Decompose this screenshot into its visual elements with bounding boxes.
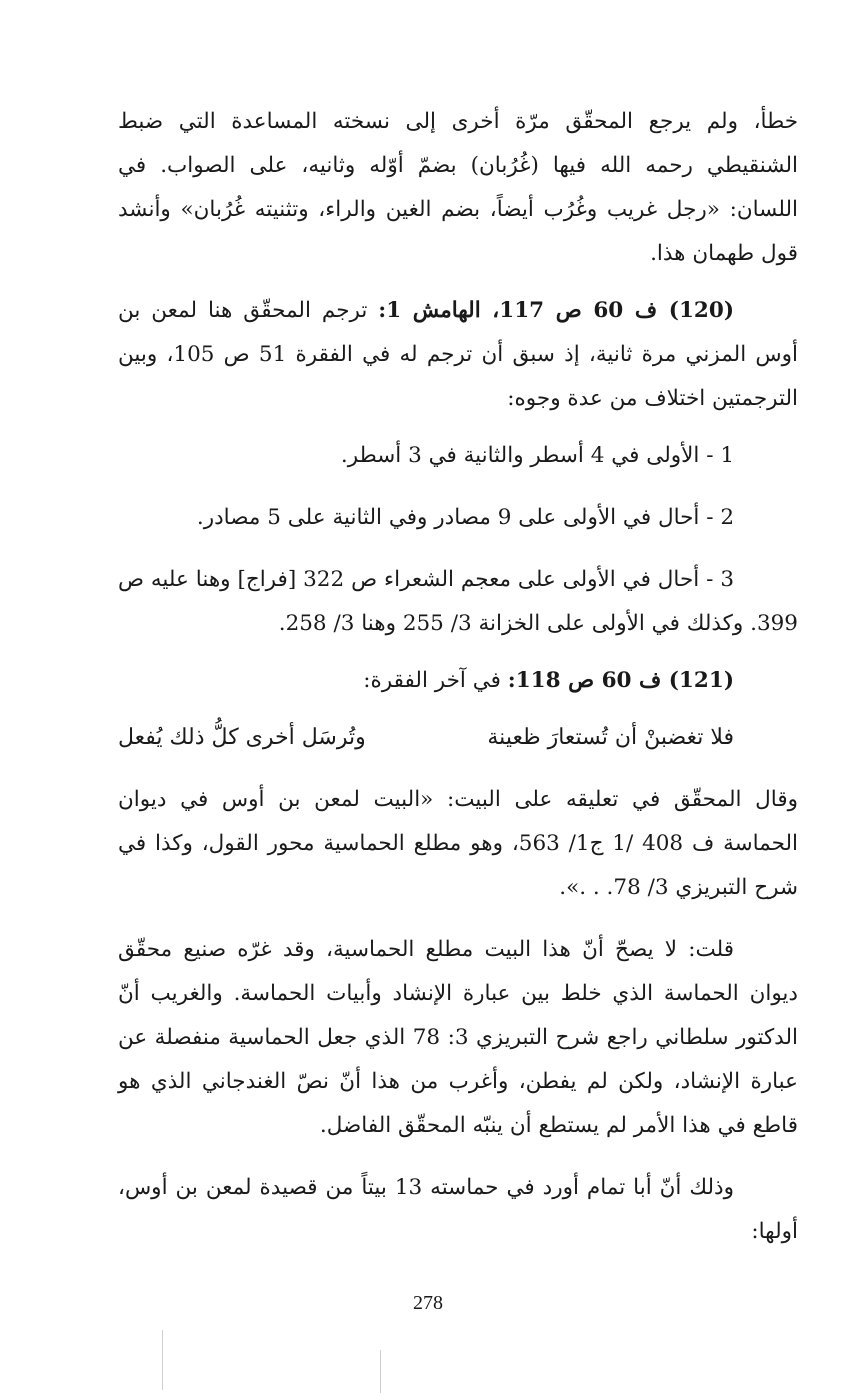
- paragraph-5: قلت: لا يصحّ أنّ هذا البيت مطلع الحماسية، وقد غرّه صنيع محقّق ديوان الحماسة الذي خلط بين عبارة الإنشاد وأبيات الحماسة. والغريب أنّ الدكتور سلطاني راجع شرح التبريزي 3: 78 الذي جعل الحماسية منفصلة عن عبارة الإنشاد، ولكن لم يفطن، وأغرب من هذا أنّ نصّ الغندجاني الذي هو قاطع في هذا الأمر لم يستطع أن ينبّه المحقّق الفاضل.: [118, 937, 798, 1138]
- list-item-3: 3 - أحال في الأولى على معجم الشعراء ص 322 [فراج] وهنا عليه ص 399. وكذلك في الأولى على الخزانة 3/ 255 وهنا 3/ 258.: [118, 567, 798, 636]
- note-text-120: ترجم المحقّق هنا لمعن بن أوس المزني مرة ثانية، إذ سبق أن ترجم له في الفقرة 51 ص 105، وبين الترجمتين اختلاف من عدة وجوه:: [118, 298, 799, 411]
- paragraph-121: [118, 659, 798, 703]
- scan-artifact-line: [162, 1330, 163, 1390]
- page-number: 278: [413, 1292, 443, 1314]
- main-text: [118, 100, 798, 1267]
- scan-artifact-line: [380, 1350, 381, 1393]
- verse-first-hemistich: فلا تغضبنْ أن تُستعارَ ظعينة: [487, 725, 734, 750]
- list-item-1: 1 - الأولى في 4 أسطر والثانية في 3 أسطر.: [340, 443, 734, 468]
- note-heading-120: (120) ف 60 ص 117، الهامش 1:: [378, 298, 735, 323]
- verse-second-hemistich: وتُرسَل أخرى كلُّ ذلك يُفعل: [118, 725, 366, 750]
- paragraph-6: وذلك أنّ أبا تمام أورد في حماسته 13 بيتاً من قصيدة لمعن بن أوس، أولها:: [118, 1175, 798, 1244]
- list-item-2: 2 - أحال في الأولى على 9 مصادر وفي الثانية على 5 مصادر.: [196, 505, 734, 530]
- poem-verse: [118, 716, 798, 760]
- paragraph-120: [118, 289, 798, 421]
- note-text-121: في آخر الفقرة:: [363, 668, 508, 693]
- paragraph-1: خطأ، ولم يرجع المحقّق مرّة أخرى إلى نسخته المساعدة التي ضبط الشنقيطي رحمه الله فيها (غُرُبان) بضمّ أوّله وثانيه، على الصواب. في اللسان: «رجل غريب وغُرُب أيضاً، بضم الغين والراء، وتثنيته غُرُبان» وأنشد قول طهمان هذا.: [118, 109, 798, 266]
- paragraph-4: وقال المحقّق في تعليقه على البيت: «البيت لمعن بن أوس في ديوان الحماسة ف 408 /1 ج1/ 563، وهو مطلع الحماسية محور القول، وكذا في شرح التبريزي 3/ 78. . .».: [118, 787, 798, 900]
- note-heading-121: (121) ف 60 ص 118:: [507, 668, 734, 693]
